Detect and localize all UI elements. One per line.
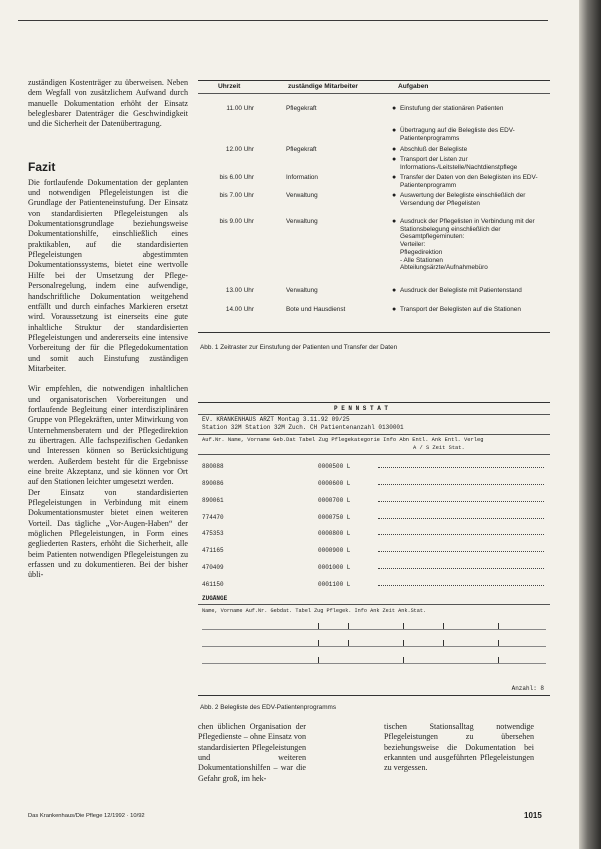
table-row (202, 480, 546, 489)
field-tick (318, 640, 319, 646)
top-rule (18, 20, 548, 21)
bullet-icon: ● (392, 174, 397, 181)
page-number: 1015 (524, 811, 542, 820)
row-staff: Pflegekraft (286, 105, 317, 112)
bullet-icon: ● (392, 127, 397, 134)
row-number: 0000600 L (318, 480, 351, 487)
field-tick (403, 657, 404, 663)
row-dotted-fields (378, 564, 544, 569)
row-code: 475353 (202, 530, 224, 537)
row-dotted-fields (378, 497, 544, 502)
belegliste-form (198, 402, 550, 696)
row-number: 0000900 L (318, 547, 351, 554)
table-row (202, 547, 546, 556)
field-tick (498, 623, 499, 629)
bullet-icon: ● (392, 287, 397, 294)
row-code: 774470 (202, 514, 224, 521)
paragraph-2: Die fortlaufende Dokumentation der geplanten und notwendigen Pflegeleistungen ist die Grundlage der Patienteneinstufung. Der Einsatz von standardisierten Pflegeleistungen als Dokumentationsgrundlage beziehungsweise Dokumentationshilfe, einschließlich eines praktikablen, auf die standardisierten Pflegeleistungen abgestimmten Dokumentationssystems, bietet eine wertvolle Hilfe bei der Umsetzung der Pflege-Personalregelung, indem eine aufwendige, handschriftliche Dokumentation weitgehend entfällt und durch einfaches Markieren ersetzt wird. Voraussetzung ist einerseits eine gute inhaltliche Struktur der standardisierten Pflegeleistungen und andererseits eine intensive Vorbereitung der für die Pflegedokumentation und somit auch Einstufung zuständigen Mitarbeiter. (28, 177, 188, 373)
form-header-line-2: Station 32M Station 32M Zuch. CH Patientenanzahl 0130001 (202, 424, 404, 431)
row-staff: Verwaltung (286, 287, 318, 294)
bullet-icon: ● (392, 105, 397, 112)
field-tick (348, 623, 349, 629)
form-rule (198, 414, 550, 415)
row-staff: Verwaltung (286, 218, 318, 225)
row-code: 880088 (202, 463, 224, 470)
row-number: 0000500 L (318, 463, 351, 470)
schedule-table (198, 80, 550, 333)
form-title: P E N N S T A T (334, 405, 389, 412)
row-code: 470409 (202, 564, 224, 571)
bottom-column-1: chen üblichen Organisation der Pflegedienste – ohne Einsatz von standardisierten Pflegeleistungen und weiteren Dokumentationshilfen – war die Gefahr groß, im hek- (198, 722, 306, 783)
row-time: 14.00 Uhr (225, 306, 254, 313)
bullet-icon: ● (392, 146, 397, 153)
row-task: Transfer der Daten von den Beleglisten ins EDV-Patientenprogramm (400, 174, 538, 189)
form-page-count: Anzahl: 8 (511, 685, 544, 692)
row-task: Ausdruck der Belegliste mit Patientenstand (400, 287, 522, 294)
field-tick (443, 640, 444, 646)
paragraph-1: zuständigen Kostenträger zu überweisen. Neben dem Wegfall von zusätzlichem Aufwand durch manuelle Dokumentation erhöht der Einsatz beleglesbarer Datenträger die Geschwindigkeit und die Sicherheit der Datenübertragung. (28, 78, 188, 129)
row-task: Auswertung der Belegliste einschließlich der Versendung der Pflegelisten (400, 192, 526, 207)
field-tick (498, 640, 499, 646)
row-time: bis 6.00 Uhr (219, 174, 254, 181)
row-dotted-fields (378, 530, 544, 535)
row-dotted-fields (378, 463, 544, 468)
row-task: Abschluß der Belegliste (400, 146, 468, 153)
field-tick (318, 623, 319, 629)
bullet-icon: ● (392, 218, 397, 225)
field-tick (498, 657, 499, 663)
field-tick (318, 657, 319, 663)
row-number: 0000750 L (318, 514, 351, 521)
bullet-icon: ● (392, 306, 397, 313)
zugaenge-header: Name, Vorname Auf.Nr. Gebdat. Tabel Zug Pflegek. Info Ank Zeit Ank.Stat. (202, 608, 427, 614)
table-header-rule (198, 93, 550, 94)
entry-line (202, 646, 546, 647)
row-task: Übertragung auf die Belegliste des EDV-Patientenprogramms (400, 127, 515, 142)
table-row (202, 514, 546, 523)
form-rule (198, 454, 550, 455)
page-edge-shadow (579, 0, 601, 849)
table-row (202, 581, 546, 590)
row-staff: Verwaltung (286, 192, 318, 199)
row-time: 11.00 Uhr (226, 105, 254, 112)
form-rule (198, 604, 550, 605)
row-dotted-fields (378, 547, 544, 552)
row-code: 890061 (202, 497, 224, 504)
row-task: Transport der Listen zur Informations-/Leitstelle/Nachtdienstpflege (400, 156, 518, 171)
figure-caption-1: Abb. 1 Zeitraster zur Einstufung der Patienten und Transfer der Daten (200, 344, 398, 351)
row-time: bis 9.00 Uhr (219, 218, 254, 225)
table-header-staff: zuständige Mitarbeiter (288, 83, 358, 90)
row-task: Ausdruck der Pflegelisten in Verbindung mit der Stationsbelegung einschließlich der Gesamtpflegeminuten: Verteiler: Pflegedirektion - Alle Stationen Abteilungsärzte/Aufnahmebüro (400, 218, 535, 272)
row-task: Einstufung der stationären Patienten (400, 105, 504, 112)
table-header-tasks: Aufgaben (398, 83, 429, 90)
left-column (28, 78, 188, 581)
row-code: 461150 (202, 581, 224, 588)
row-time: 12.00 Uhr (225, 146, 254, 153)
row-code: 471165 (202, 547, 224, 554)
table-header-time: Uhrzeit (218, 83, 241, 90)
table-row (202, 530, 546, 539)
row-dotted-fields (378, 480, 544, 485)
entry-line (202, 663, 546, 664)
field-tick (403, 640, 404, 646)
table-row (202, 497, 546, 506)
row-code: 890086 (202, 480, 224, 487)
paragraph-4: Der Einsatz von standardisierten Pflegeleistungen in Verbindung mit einem Dokumentationsmuster bietet einen weiteren Vorteil. Das tägliche „Vor-Augen-Haben“ der möglichen Pflegeleistungen, in Form eines gegliederten Rasters, erhöht die Sicherheit, alle beim Patienten notwendigen Pflegeleistungen zu erfassen und zu dokumentieren. Bei der bisher übli- (28, 487, 188, 580)
row-staff: Bote und Hausdienst (286, 306, 346, 313)
journal-footer: Das Krankenhaus/Die Pflege 12/1992 · 10/92 (28, 813, 145, 819)
row-number: 0001100 L (318, 581, 351, 588)
bullet-icon: ● (392, 192, 397, 199)
row-staff: Pflegekraft (286, 146, 317, 153)
row-dotted-fields (378, 514, 544, 519)
entry-line (202, 629, 546, 630)
table-row (202, 463, 546, 472)
paragraph-3: Wir empfehlen, die notwendigen inhaltlichen und organisatorischen Vorbereitungen und fortlaufende Begleitung einer interdisziplinären Gruppe von Pflegekräften, unter Mitwirkung von Unternehmensberatern und der Pflegedirektion zu übertragen. Alle fachspezifischen Gedanken und Interessen können so Berücksichtigung werden. Außerdem besteht für die Ergebnisse eine breite Akzeptanz, und sie können vor Ort auf den Stationen leichter umgesetzt werden. (28, 384, 188, 487)
zugaenge-label: ZUGÄNGE (202, 595, 228, 602)
row-number: 0001000 L (318, 564, 351, 571)
bullet-icon: ● (392, 156, 397, 163)
row-staff: Information (286, 174, 318, 181)
row-time: 13.00 Uhr (225, 287, 254, 294)
row-task: Transport der Beleglisten auf die Stationen (400, 306, 521, 313)
field-tick (348, 640, 349, 646)
row-number: 0000700 L (318, 497, 351, 504)
section-heading-fazit: Fazit (28, 159, 56, 174)
row-dotted-fields (378, 581, 544, 586)
table-row (202, 564, 546, 573)
form-rule (198, 434, 550, 435)
form-column-header: Auf.Nr. Name, Vorname Geb.Dat Tabel Zug Pflegekategorie Info Abn Entl. Ank Entl. Verleg (202, 437, 484, 443)
figure-caption-2: Abb. 2 Belegliste des EDV-Patientenprogramms (200, 704, 337, 711)
bottom-column-2: tischen Stationsalltag notwendige Pflegeleistungen zu übersehen beziehungsweise die Dokumentation bei erkannten und ausgeführten Pflegeleistungen zu vergessen. (384, 722, 534, 773)
row-number: 0000800 L (318, 530, 351, 537)
row-time: bis 7.00 Uhr (219, 192, 254, 199)
field-tick (443, 623, 444, 629)
field-tick (403, 623, 404, 629)
form-column-subheader: A / S Zeit Stat. (413, 445, 465, 451)
form-header-line-1: EV. KRANKENHAUS ARZT Montag 3.11.92 09/25 (202, 416, 350, 423)
